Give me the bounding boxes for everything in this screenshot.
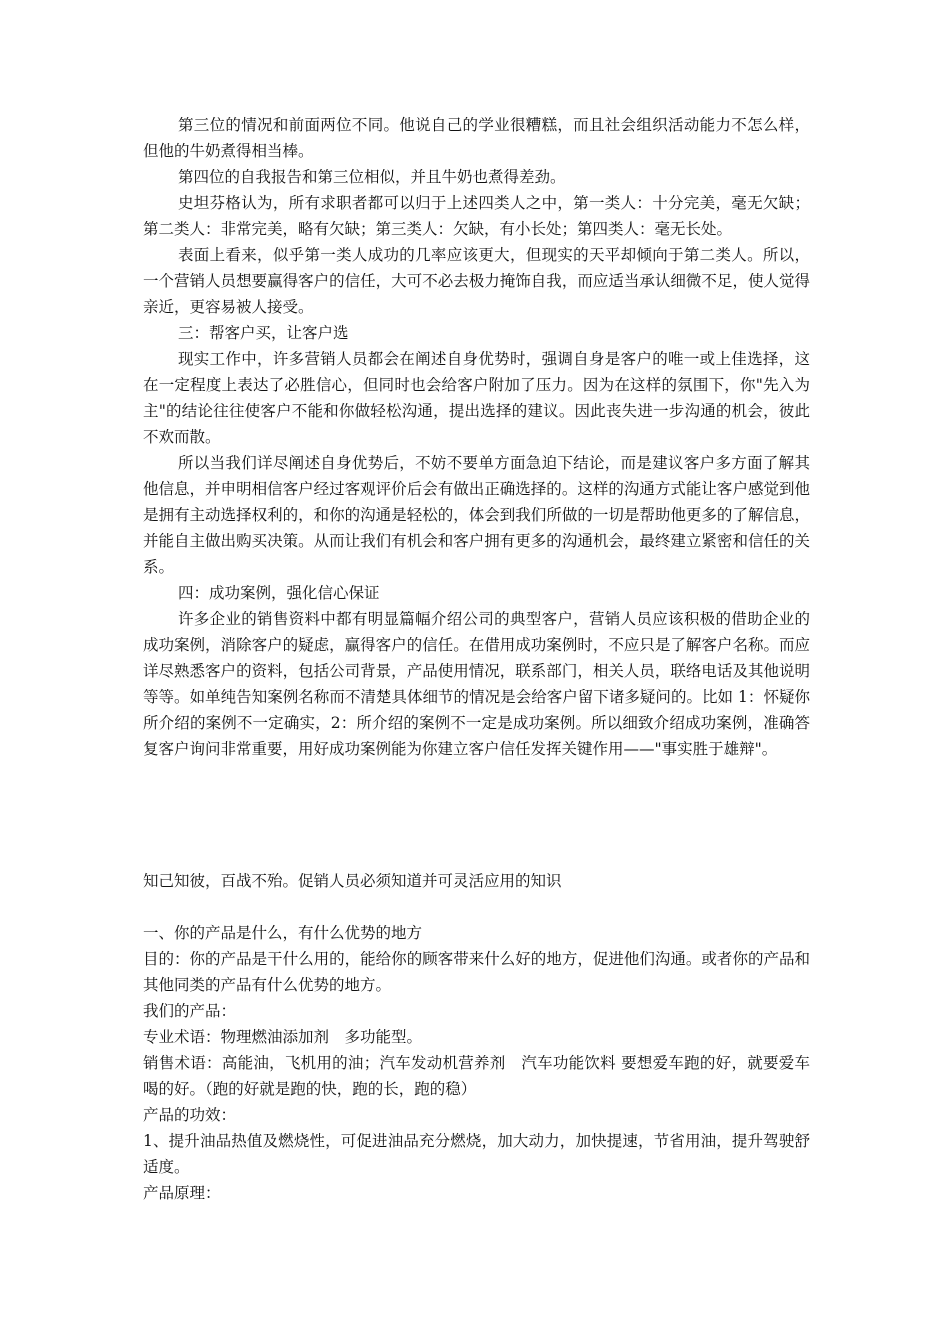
section-two — [143, 868, 810, 1206]
paragraph: 第四位的自我报告和第三位相似，并且牛奶也煮得差劲。 — [178, 168, 566, 186]
spacer — [143, 762, 810, 868]
spacer — [143, 894, 810, 920]
paragraph: 1、提升油品热值及燃烧性，可促进油品充分燃烧，加大动力，加快提速，节省用油，提升驾驶舒适度。 — [143, 1132, 810, 1176]
paragraph: 专业术语：物理燃油添加剂 多功能型。 — [143, 1028, 423, 1046]
section-one — [143, 112, 810, 762]
paragraph: 许多企业的销售资料中都有明显篇幅介绍公司的典型客户，营销人员应该积极的借助企业的成功案例，消除客户的疑虑，赢得客户的信任。在借用成功案例时，不应只是了解客户名称。而应详尽熟悉客户的资料，包括公司背景，产品使用情况，联系部门，相关人员，联络电话及其他说明等等。如单纯告知案例名称而不清楚具体细节的情况是会给客户留下诸多疑问的。比如 1：怀疑你所介绍的案例不一定确实，2：所介绍的案例不一定是成功案例。所以细致介绍成功案例，准确答复客户询问非常重要，用好成功案例能为你建立客户信任发挥关键作用——"事实胜于雄辩"。 — [143, 610, 810, 758]
document-page — [143, 112, 810, 1206]
section-title: 知己知彼，百战不殆。促销人员必须知道并可灵活应用的知识 — [143, 872, 562, 890]
paragraph: 销售术语：高能油，飞机用的油；汽车发动机营养剂 汽车功能饮料 要想爱车跑的好，就要爱车喝的好。（跑的好就是跑的快，跑的长，跑的稳） — [143, 1054, 810, 1098]
section-heading: 四：成功案例，强化信心保证 — [178, 584, 380, 602]
section-heading: 三：帮客户买，让客户选 — [178, 324, 349, 342]
paragraph: 史坦芬格认为，所有求职者都可以归于上述四类人之中，第一类人：十分完美，毫无欠缺；第二类人：非常完美，略有欠缺；第三类人：欠缺，有小长处；第四类人：毫无长处。 — [143, 194, 810, 238]
label-line: 我们的产品： — [143, 1002, 237, 1020]
label-line: 产品的功效： — [143, 1106, 237, 1124]
label-line: 产品原理： — [143, 1184, 221, 1202]
paragraph: 表面上看来，似乎第一类人成功的几率应该更大，但现实的天平却倾向于第二类人。所以，一个营销人员想要赢得客户的信任，大可不必去极力掩饰自我，而应适当承认细微不足，使人觉得亲近，更容易被人接受。 — [143, 246, 810, 316]
paragraph: 第三位的情况和前面两位不同。他说自己的学业很糟糕，而且社会组织活动能力不怎么样，但他的牛奶煮得相当棒。 — [143, 116, 810, 160]
paragraph: 现实工作中，许多营销人员都会在阐述自身优势时，强调自身是客户的唯一或上佳选择，这在一定程度上表达了必胜信心，但同时也会给客户附加了压力。因为在这样的氛围下，你"先入为主"的结论往往使客户不能和你做轻松沟通，提出选择的建议。因此丧失进一步沟通的机会，彼此不欢而散。 — [143, 350, 810, 446]
heading-line: 一、你的产品是什么，有什么优势的地方 — [143, 924, 423, 942]
paragraph: 所以当我们详尽阐述自身优势后，不妨不要单方面急迫下结论，而是建议客户多方面了解其他信息，并申明相信客户经过客观评价后会有做出正确选择的。这样的沟通方式能让客户感觉到他是拥有主动选择权利的，和你的沟通是轻松的，体会到我们所做的一切是帮助他更多的了解信息，并能自主做出购买决策。从而让我们有机会和客户拥有更多的沟通机会，最终建立紧密和信任的关系。 — [143, 454, 810, 576]
paragraph: 目的：你的产品是干什么用的，能给你的顾客带来什么好的地方，促进他们沟通。或者你的产品和其他同类的产品有什么优势的地方。 — [143, 950, 810, 994]
